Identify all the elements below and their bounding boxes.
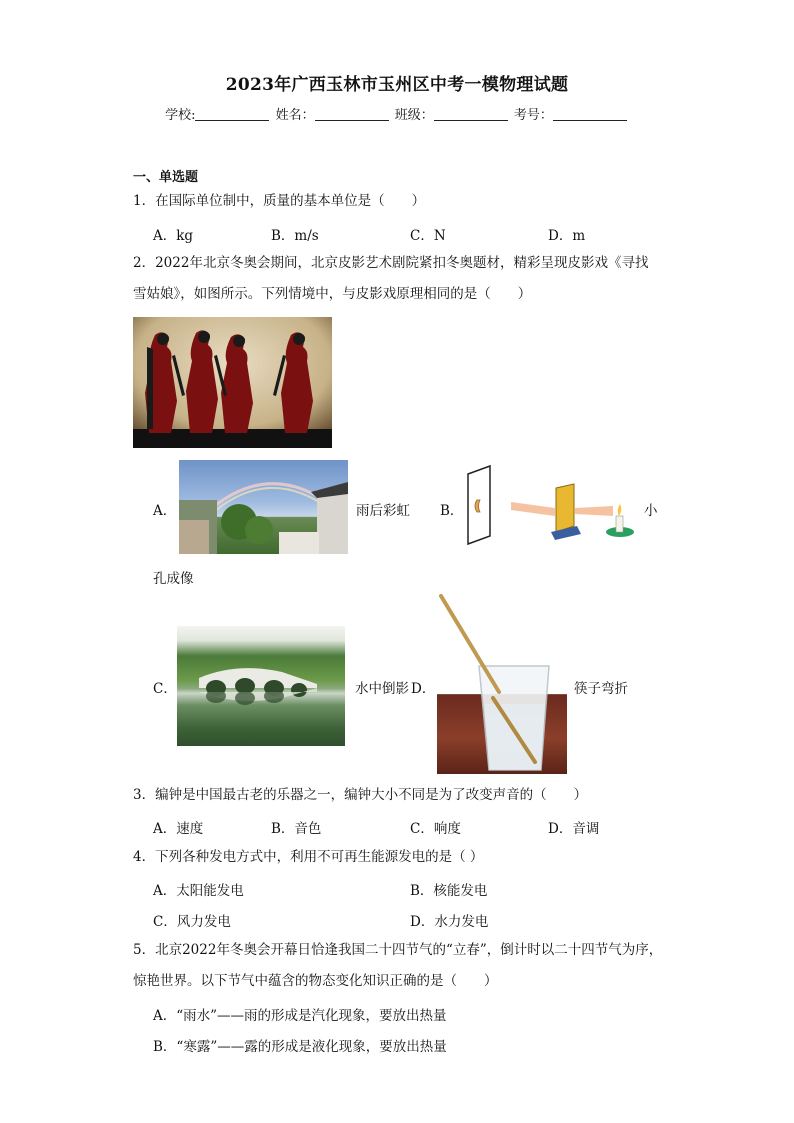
q1-option-a: A．kg <box>153 228 194 244</box>
name-field[interactable] <box>315 108 389 121</box>
q3-option-d: D．音调 <box>548 821 600 837</box>
question-4-stem: 4．下列各种发电方式中，利用不可再生能源发电的是（ ） <box>133 849 484 865</box>
q2-option-d-letter: D． <box>411 681 436 697</box>
q2-option-b-letter: B． <box>440 503 464 519</box>
question-5-stem-line1: 5．北京2022年冬奥会开幕日恰逢我国二十四节气的“立春”，倒计时以二十四节气为序， <box>133 942 663 958</box>
chopstick-glass-image <box>437 594 567 774</box>
student-info-line <box>0 104 794 123</box>
q3-option-a: A．速度 <box>153 821 204 837</box>
school-field[interactable] <box>195 108 269 121</box>
question-1-stem: 1．在国际单位制中，质量的基本单位是（ ） <box>133 193 426 209</box>
q1-option-c: C．N <box>410 228 446 244</box>
question-5-stem-line2: 惊艳世界。以下节气中蕴含的物态变化知识正确的是（ ） <box>133 973 498 989</box>
q4-option-b: B．核能发电 <box>410 883 488 899</box>
q1-option-d: D．m <box>548 228 586 244</box>
exam-number-field[interactable] <box>553 108 627 121</box>
page-title: 2023年广西玉林市玉州区中考一模物理试题 <box>225 75 569 95</box>
class-field[interactable] <box>434 108 508 121</box>
question-3-stem: 3．编钟是中国最古老的乐器之一，编钟大小不同是为了改变声音的（ ） <box>133 787 588 803</box>
q2-option-c-letter: C． <box>153 681 177 697</box>
q2-option-a-text: 雨后彩虹 <box>356 503 410 519</box>
bridge-reflection-image <box>177 626 345 746</box>
name-label: 姓名： <box>275 108 315 123</box>
q3-option-b: B．音色 <box>271 821 322 837</box>
question-2-stem-line1: 2．2022年北京冬奥会期间，北京皮影艺术剧院紧扣冬奥题材，精彩呈现皮影戏《寻找 <box>133 255 649 271</box>
q2-option-b-text-part2: 孔成像 <box>153 571 194 587</box>
q2-option-a-letter: A． <box>153 503 177 519</box>
shadow-puppet-image <box>133 317 332 448</box>
exam-number-label: 考号： <box>513 108 553 123</box>
q4-option-c: C．风力发电 <box>153 914 231 930</box>
rainbow-image <box>179 460 348 554</box>
q4-option-a: A．太阳能发电 <box>153 883 244 899</box>
q2-option-d-text: 筷子弯折 <box>574 681 628 697</box>
q5-option-a: A．“雨水”——雨的形成是汽化现象，要放出热量 <box>153 1008 447 1024</box>
q5-option-b: B．“寒露”——露的形成是液化现象，要放出热量 <box>153 1039 447 1055</box>
q3-option-c: C．响度 <box>410 821 461 837</box>
school-label: 学校: <box>165 108 196 123</box>
q2-option-c-text: 水中倒影 <box>355 681 409 697</box>
q1-option-b: B．m/s <box>271 228 319 244</box>
class-label: 班级： <box>394 108 434 123</box>
question-2-stem-line2: 雪姑娘》，如图所示。下列情境中，与皮影戏原理相同的是（ ） <box>133 286 532 302</box>
q4-option-d: D．水力发电 <box>410 914 489 930</box>
section-heading: 一、单选题 <box>133 170 199 185</box>
q2-option-b-text-part1: 小 <box>644 503 658 519</box>
pinhole-camera-image <box>463 464 638 548</box>
